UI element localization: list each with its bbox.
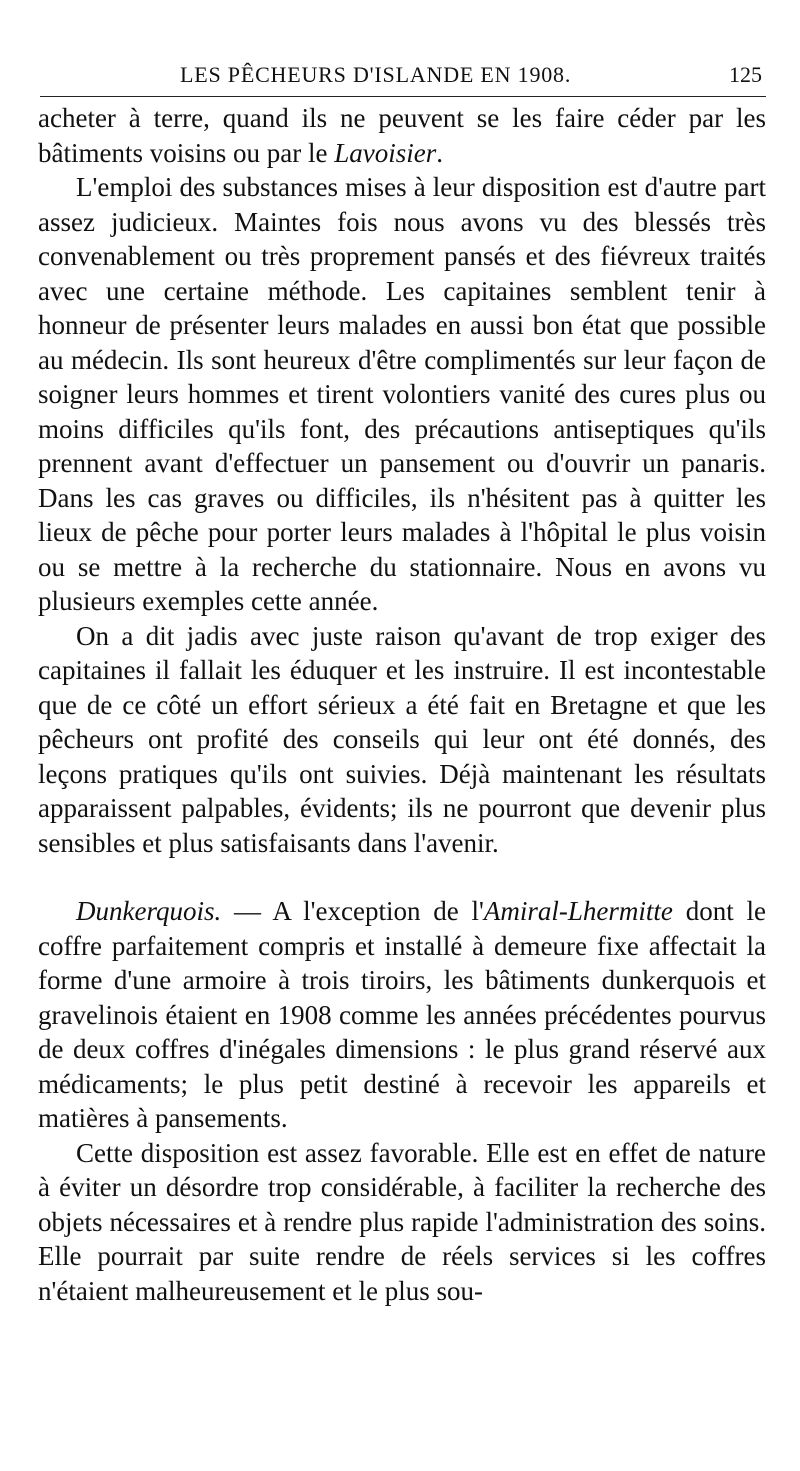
paragraph-dunkerquois <box>38 894 766 1136</box>
paragraph-education: On a dit jadis avec juste raison qu'avant de trop exiger des capitaines il fallait les éduquer et les instruire. Il est incontestable que de ce côté un effort sérieux a été fait en Bretagne et que les pêcheurs ont profité des conseils qui leur ont été donnés, des leçons pratiques qu'ils ont suivies. Déjà maintenant les résultats apparaissent palpables, évidents; ils ne pourront que devenir plus sensibles et plus satisfaisants dans l'avenir. <box>38 620 766 858</box>
body-text <box>38 101 766 1308</box>
ship-name-amiral: Amiral-Lhermitte <box>483 896 673 926</box>
paragraph-substances: L'emploi des substances mises à leur disposition est d'autre part assez judicieux. Maintes fois nous avons vu des blessés très convenablement ou très proprement pansés et des fiévreux traités avec une certaine méthode. Les capitaines semblent tenir à honneur de présenter leurs malades en aussi bon état que possible au médecin. Ils sont heureux d'être complimentés sur leur façon de soigner leurs hommes et tirent volontiers vanité des cures plus ou moins difficiles qu'ils font, des précautions antiseptiques qu'ils prennent avant d'effectuer un pansement ou d'ouvrir un panaris. Dans les cas graves ou difficiles, ils n'hésitent pas à quitter les lieux de pêche pour porter leurs malades à l'hôpital le plus voisin ou se mettre à la recherche du stationnaire. Nous en avons vu plusieurs exemples cette année. <box>38 172 766 616</box>
paragraph-text-rest: dont le coffre parfaitement compris et installé à demeure fixe affectait la forme d'une armoire à trois tiroirs, les bâtiments dunkerquois et gravelinois étaient en 1908 comme les années précédentes pourvus de deux coffres d'inégales dimensions : le plus grand réservé aux médicaments; le plus petit destiné à recevoir les appareils et matières à pansements. <box>38 896 766 1133</box>
book-page <box>38 46 766 1308</box>
page-header <box>40 46 766 97</box>
page-number: 125 <box>729 62 762 87</box>
paragraph-text: acheter à terre, quand ils ne peuvent se les faire céder par les bâtiments voisins ou par le <box>38 103 766 168</box>
paragraph-disposition: Cette disposition est assez favorable. Elle est en effet de nature à éviter un désordre trop considérable, à faciliter la recherche des objets nécessaires et à rendre plus rapide l'administration des soins. Elle pourrait par suite rendre de réels services si les coffres n'étaient malheureusement et le plus sou- <box>38 1137 766 1306</box>
paragraph-text: — A l'exception de l' <box>221 896 484 926</box>
paragraph-continued <box>38 101 766 170</box>
ship-name-lavoisier: Lavoisier <box>334 137 437 168</box>
running-title: LES PÊCHEURS D'ISLANDE EN 1908. <box>180 62 572 87</box>
section-heading: Dunkerquois. <box>76 896 222 926</box>
paragraph-text-end: . <box>436 137 443 168</box>
